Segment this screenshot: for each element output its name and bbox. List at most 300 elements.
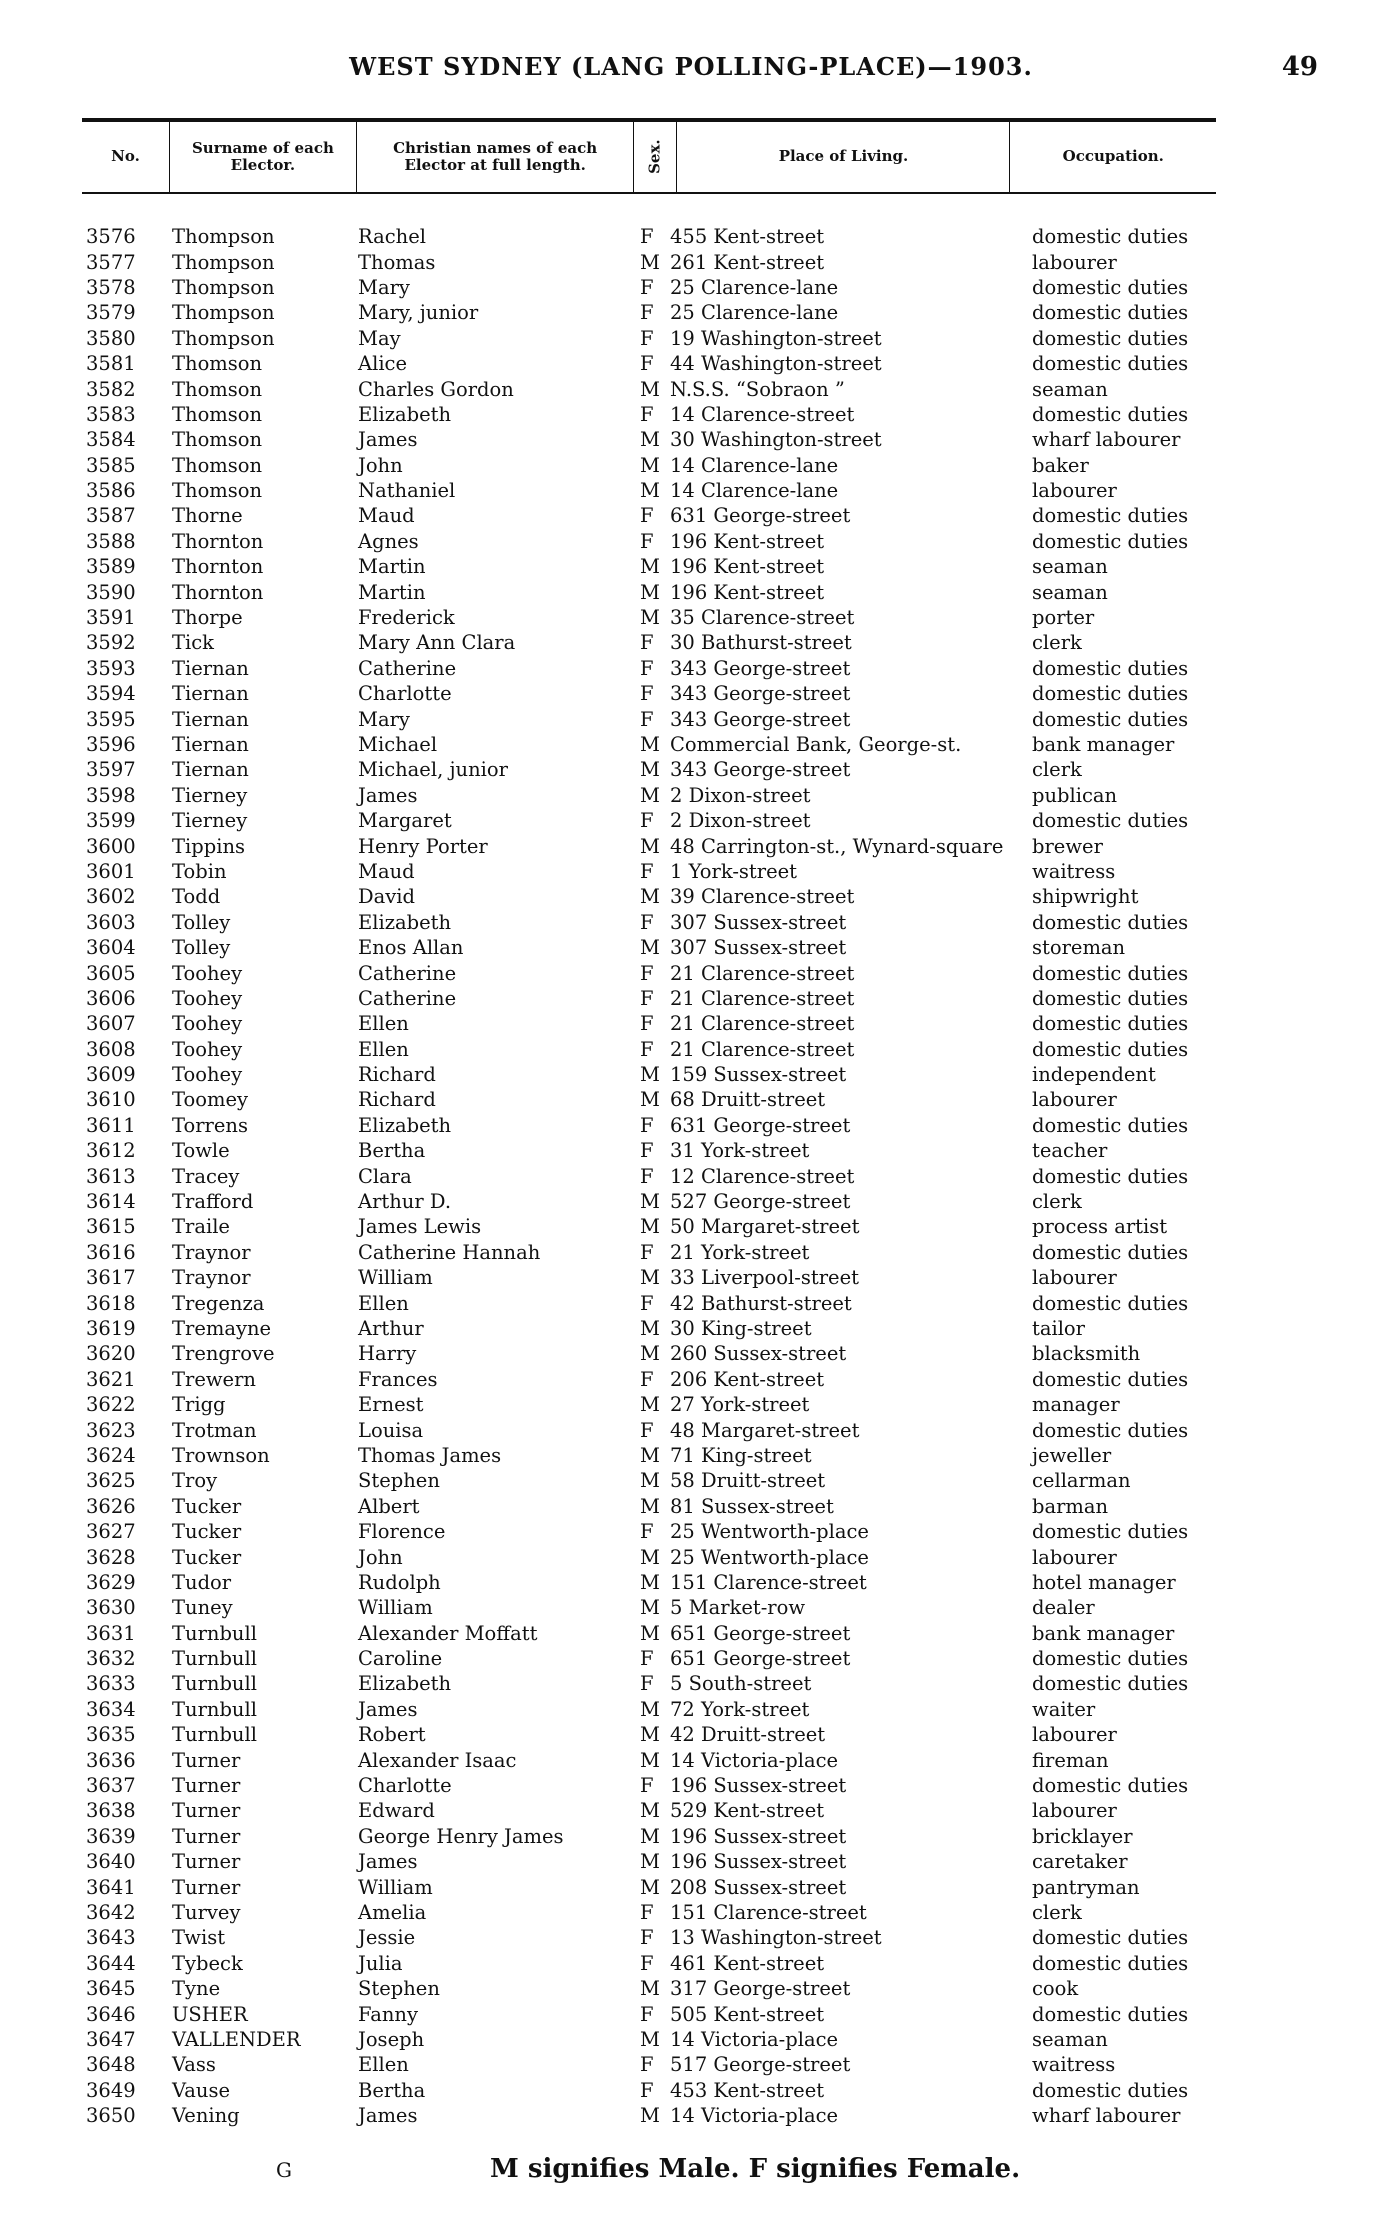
table-row <box>82 1392 1216 1417</box>
elector-sex: M <box>640 606 660 630</box>
table-row <box>82 1570 1216 1595</box>
elector-place-of-living: 30 Washington-street <box>670 428 882 452</box>
elector-sex: F <box>640 1291 654 1315</box>
elector-place-of-living: 651 George-street <box>670 1621 851 1645</box>
table-row <box>82 1544 1216 1569</box>
table-row <box>82 630 1216 655</box>
elector-place-of-living: 2 Dixon-street <box>670 783 811 807</box>
elector-number: 3625 <box>86 1469 136 1493</box>
elector-surname: Turner <box>172 1748 241 1772</box>
elector-sex: M <box>640 1621 660 1645</box>
elector-occupation: bricklayer <box>1032 1824 1133 1848</box>
elector-number: 3591 <box>86 606 136 630</box>
column-header-place: Place of Living. <box>677 122 1010 192</box>
elector-christian-names: Richard <box>358 1088 436 1112</box>
elector-place-of-living: 461 Kent-street <box>670 1951 825 1975</box>
elector-place-of-living: 33 Liverpool-street <box>670 1266 859 1290</box>
elector-place-of-living: 42 Druitt-street <box>670 1723 826 1747</box>
elector-sex: F <box>640 402 654 426</box>
table-row <box>82 706 1216 731</box>
elector-sex: M <box>640 428 660 452</box>
elector-christian-names: Clara <box>358 1164 412 1188</box>
elector-place-of-living: 81 Sussex-street <box>670 1494 834 1518</box>
elector-number: 3630 <box>86 1596 136 1620</box>
elector-occupation: domestic duties <box>1032 910 1189 934</box>
elector-sex: F <box>640 2053 654 2077</box>
elector-number: 3619 <box>86 1316 136 1340</box>
elector-surname: Turvey <box>172 1900 241 1924</box>
elector-place-of-living: 58 Druitt-street <box>670 1469 826 1493</box>
elector-occupation: domestic duties <box>1032 1164 1189 1188</box>
elector-number: 3603 <box>86 910 136 934</box>
elector-sex: F <box>640 1926 654 1950</box>
elector-occupation: process artist <box>1032 1215 1168 1239</box>
table-row <box>82 1620 1216 1645</box>
table-row <box>82 300 1216 325</box>
table-row <box>82 833 1216 858</box>
elector-surname: Turnbull <box>172 1672 257 1696</box>
elector-sex: M <box>640 834 660 858</box>
elector-surname: Tierney <box>172 783 248 807</box>
table-row <box>82 1494 1216 1519</box>
elector-surname: Tiernan <box>172 707 249 731</box>
elector-surname: Turnbull <box>172 1621 257 1645</box>
elector-number: 3620 <box>86 1342 136 1366</box>
elector-place-of-living: 14 Victoria-place <box>670 1748 839 1772</box>
elector-place-of-living: 13 Washington-street <box>670 1926 882 1950</box>
elector-number: 3608 <box>86 1037 136 1061</box>
elector-occupation: baker <box>1032 453 1089 477</box>
elector-occupation: teacher <box>1032 1139 1108 1163</box>
elector-sex: F <box>640 1900 654 1924</box>
elector-sex: F <box>640 961 654 985</box>
elector-list <box>82 224 1216 2128</box>
table-row <box>82 2103 1216 2128</box>
elector-sex: M <box>640 1494 660 1518</box>
elector-occupation: domestic duties <box>1032 1520 1189 1544</box>
elector-surname: Thornton <box>172 580 264 604</box>
elector-place-of-living: 2 Dixon-street <box>670 809 811 833</box>
column-header-sex-label: Sex. <box>645 139 664 175</box>
elector-surname: Thompson <box>172 326 275 350</box>
elector-surname: Tucker <box>172 1494 242 1518</box>
elector-place-of-living: 44 Washington-street <box>670 352 882 376</box>
elector-number: 3635 <box>86 1723 136 1747</box>
elector-christian-names: Maud <box>358 859 415 883</box>
elector-sex: M <box>640 580 660 604</box>
elector-christian-names: Martin <box>358 555 426 579</box>
elector-place-of-living: 21 Clarence-street <box>670 1037 855 1061</box>
elector-number: 3639 <box>86 1824 136 1848</box>
elector-place-of-living: 5 Market-row <box>670 1596 806 1620</box>
elector-christian-names: Arthur <box>358 1316 424 1340</box>
elector-place-of-living: 25 Wentworth-place <box>670 1545 869 1569</box>
elector-place-of-living: 517 George-street <box>670 2053 851 2077</box>
elector-place-of-living: 343 George-street <box>670 707 851 731</box>
elector-christian-names: James <box>358 2104 418 2128</box>
elector-christian-names: William <box>358 1596 433 1620</box>
elector-christian-names: Caroline <box>358 1647 443 1671</box>
elector-christian-names: Mary <box>358 707 410 731</box>
table-row <box>82 579 1216 604</box>
elector-number: 3631 <box>86 1621 136 1645</box>
elector-occupation: clerk <box>1032 1190 1082 1214</box>
elector-surname: Tiernan <box>172 758 249 782</box>
elector-surname: Tiernan <box>172 682 249 706</box>
elector-number: 3645 <box>86 1977 136 2001</box>
elector-occupation: domestic duties <box>1032 504 1189 528</box>
elector-occupation: manager <box>1032 1393 1120 1417</box>
elector-number: 3613 <box>86 1164 136 1188</box>
elector-christian-names: James <box>358 783 418 807</box>
table-row <box>82 427 1216 452</box>
elector-christian-names: Margaret <box>358 809 452 833</box>
column-header-row <box>82 118 1216 194</box>
elector-christian-names: Catherine <box>358 986 457 1010</box>
elector-place-of-living: 21 Clarence-street <box>670 986 855 1010</box>
elector-number: 3577 <box>86 250 136 274</box>
elector-occupation: domestic duties <box>1032 529 1189 553</box>
elector-occupation: domestic duties <box>1032 275 1189 299</box>
elector-surname: Thompson <box>172 250 275 274</box>
elector-place-of-living: 631 George-street <box>670 504 851 528</box>
elector-occupation: seaman <box>1032 580 1108 604</box>
elector-place-of-living: 343 George-street <box>670 656 851 680</box>
elector-number: 3585 <box>86 453 136 477</box>
elector-sex: M <box>640 1875 660 1899</box>
elector-surname: Troy <box>172 1469 218 1493</box>
elector-occupation: clerk <box>1032 631 1082 655</box>
table-row <box>82 224 1216 249</box>
elector-christian-names: Louisa <box>358 1418 424 1442</box>
elector-occupation: domestic duties <box>1032 1672 1189 1696</box>
elector-sex: M <box>640 1977 660 2001</box>
elector-surname: Vening <box>172 2104 240 2128</box>
table-row <box>82 1824 1216 1849</box>
elector-christian-names: William <box>358 1875 433 1899</box>
table-row <box>82 1798 1216 1823</box>
elector-occupation: domestic duties <box>1032 1037 1189 1061</box>
table-row <box>82 1722 1216 1747</box>
elector-christian-names: Alexander Isaac <box>358 1748 517 1772</box>
table-row <box>82 1087 1216 1112</box>
elector-place-of-living: 196 Sussex-street <box>670 1824 847 1848</box>
elector-number: 3637 <box>86 1774 136 1798</box>
table-row <box>82 1443 1216 1468</box>
elector-number: 3599 <box>86 809 136 833</box>
table-row <box>82 478 1216 503</box>
elector-occupation: domestic duties <box>1032 961 1189 985</box>
elector-place-of-living: 30 King-street <box>670 1316 812 1340</box>
elector-christian-names: Ernest <box>358 1393 424 1417</box>
table-row <box>82 960 1216 985</box>
elector-occupation: seaman <box>1032 555 1108 579</box>
elector-place-of-living: 307 Sussex-street <box>670 936 847 960</box>
elector-place-of-living: 159 Sussex-street <box>670 1063 847 1087</box>
elector-surname: USHER <box>172 2002 248 2026</box>
elector-occupation: labourer <box>1032 479 1117 503</box>
elector-christian-names: Jessie <box>358 1926 416 1950</box>
elector-surname: Traile <box>172 1215 230 1239</box>
elector-sex: F <box>640 910 654 934</box>
elector-number: 3598 <box>86 783 136 807</box>
elector-sex: M <box>640 758 660 782</box>
elector-surname: Thompson <box>172 301 275 325</box>
elector-christian-names: Robert <box>358 1723 426 1747</box>
elector-christian-names: Michael, junior <box>358 758 508 782</box>
elector-surname: Tregenza <box>172 1291 265 1315</box>
elector-surname: Thornton <box>172 555 264 579</box>
elector-sex: F <box>640 1037 654 1061</box>
table-row <box>82 1519 1216 1544</box>
elector-sex: M <box>640 1469 660 1493</box>
elector-number: 3602 <box>86 885 136 909</box>
elector-sex: M <box>640 1824 660 1848</box>
table-row <box>82 1976 1216 2001</box>
elector-occupation: labourer <box>1032 1723 1117 1747</box>
elector-place-of-living: 25 Clarence-lane <box>670 275 839 299</box>
elector-christian-names: Mary Ann Clara <box>358 631 516 655</box>
elector-occupation: domestic duties <box>1032 1774 1189 1798</box>
elector-occupation: porter <box>1032 606 1095 630</box>
elector-surname: Turner <box>172 1824 241 1848</box>
table-row <box>82 1925 1216 1950</box>
elector-occupation: domestic duties <box>1032 1926 1189 1950</box>
elector-number: 3580 <box>86 326 136 350</box>
table-row <box>82 1290 1216 1315</box>
table-row <box>82 1341 1216 1366</box>
elector-sex: M <box>640 2104 660 2128</box>
elector-place-of-living: 343 George-street <box>670 682 851 706</box>
elector-sex: F <box>640 301 654 325</box>
table-row <box>82 732 1216 757</box>
elector-place-of-living: 14 Victoria-place <box>670 2104 839 2128</box>
table-row <box>82 453 1216 478</box>
elector-surname: Tiernan <box>172 656 249 680</box>
elector-christian-names: Thomas <box>358 250 436 274</box>
elector-occupation: clerk <box>1032 758 1082 782</box>
elector-surname: Toohey <box>172 1037 243 1061</box>
elector-occupation: brewer <box>1032 834 1103 858</box>
elector-number: 3600 <box>86 834 136 858</box>
elector-occupation: domestic duties <box>1032 682 1189 706</box>
page-footer <box>0 2154 1382 2198</box>
elector-number: 3646 <box>86 2002 136 2026</box>
elector-sex: F <box>640 1774 654 1798</box>
elector-christian-names: Charles Gordon <box>358 377 514 401</box>
elector-surname: Turner <box>172 1774 241 1798</box>
table-row <box>82 884 1216 909</box>
elector-surname: Turner <box>172 1799 241 1823</box>
elector-number: 3643 <box>86 1926 136 1950</box>
column-header-sex <box>634 122 677 192</box>
elector-sex: M <box>640 1088 660 1112</box>
table-row <box>82 2052 1216 2077</box>
table-row <box>82 783 1216 808</box>
elector-number: 3597 <box>86 758 136 782</box>
elector-place-of-living: 651 George-street <box>670 1647 851 1671</box>
elector-sex: M <box>640 936 660 960</box>
elector-sex: M <box>640 1545 660 1569</box>
elector-sex: M <box>640 1570 660 1594</box>
elector-christian-names: Charlotte <box>358 682 452 706</box>
elector-number: 3583 <box>86 402 136 426</box>
elector-place-of-living: 14 Clarence-street <box>670 402 855 426</box>
elector-surname: Tracey <box>172 1164 240 1188</box>
elector-sex: M <box>640 1799 660 1823</box>
table-row <box>82 1874 1216 1899</box>
elector-christian-names: Elizabeth <box>358 910 452 934</box>
elector-surname: Thomson <box>172 352 263 376</box>
elector-occupation: tailor <box>1032 1316 1085 1340</box>
elector-place-of-living: 260 Sussex-street <box>670 1342 847 1366</box>
elector-occupation: blacksmith <box>1032 1342 1141 1366</box>
elector-number: 3593 <box>86 656 136 680</box>
elector-surname: Vass <box>172 2053 216 2077</box>
elector-christian-names: John <box>358 1545 403 1569</box>
elector-occupation: labourer <box>1032 1266 1117 1290</box>
elector-christian-names: James <box>358 1850 418 1874</box>
elector-place-of-living: 72 York-street <box>670 1697 810 1721</box>
elector-number: 3596 <box>86 733 136 756</box>
table-row <box>82 1163 1216 1188</box>
elector-number: 3621 <box>86 1367 136 1391</box>
elector-occupation: labourer <box>1032 1088 1117 1112</box>
elector-sex: M <box>640 1697 660 1721</box>
elector-sex: F <box>640 1164 654 1188</box>
elector-place-of-living: 25 Clarence-lane <box>670 301 839 325</box>
elector-occupation: domestic duties <box>1032 1113 1189 1137</box>
elector-occupation: domestic duties <box>1032 326 1189 350</box>
elector-christian-names: Ellen <box>358 1012 409 1036</box>
elector-place-of-living: 35 Clarence-street <box>670 606 855 630</box>
elector-occupation: cook <box>1032 1977 1079 2001</box>
table-row <box>82 1037 1216 1062</box>
elector-occupation: domestic duties <box>1032 2002 1189 2026</box>
elector-surname: Trigg <box>172 1393 226 1417</box>
elector-surname: Thomson <box>172 453 263 477</box>
table-row <box>82 1468 1216 1493</box>
table-row <box>82 1697 1216 1722</box>
elector-place-of-living: 31 York-street <box>670 1139 810 1163</box>
elector-number: 3624 <box>86 1443 136 1467</box>
elector-christian-names: Frances <box>358 1367 438 1391</box>
elector-occupation: wharf labourer <box>1032 2104 1181 2128</box>
elector-christian-names: Alexander Moffatt <box>358 1621 538 1645</box>
table-row <box>82 605 1216 630</box>
elector-surname: Thorpe <box>172 606 243 630</box>
elector-place-of-living: 25 Wentworth-place <box>670 1520 869 1544</box>
elector-christian-names: Thomas James <box>358 1443 502 1467</box>
elector-sex: F <box>640 656 654 680</box>
elector-sex: F <box>640 1520 654 1544</box>
elector-place-of-living: 208 Sussex-street <box>670 1875 847 1899</box>
elector-place-of-living: 196 Kent-street <box>670 580 825 604</box>
table-row <box>82 503 1216 528</box>
elector-christian-names: James <box>358 1697 418 1721</box>
elector-surname: Tolley <box>172 936 231 960</box>
elector-place-of-living: 196 Sussex-street <box>670 1774 847 1798</box>
elector-surname: Trewern <box>172 1367 256 1391</box>
table-row <box>82 351 1216 376</box>
elector-sex: M <box>640 1266 660 1290</box>
elector-place-of-living: 27 York-street <box>670 1393 810 1417</box>
elector-christian-names: Elizabeth <box>358 1672 452 1696</box>
elector-surname: Tremayne <box>172 1316 272 1340</box>
elector-number: 3586 <box>86 479 136 503</box>
elector-sex: M <box>640 479 660 503</box>
elector-christian-names: Mary, junior <box>358 301 479 325</box>
sex-legend: M signifies Male. F signifies Female. <box>490 2154 1021 2184</box>
elector-number: 3582 <box>86 377 136 401</box>
elector-surname: Turnbull <box>172 1697 257 1721</box>
table-row <box>82 935 1216 960</box>
elector-sex: M <box>640 1215 660 1239</box>
table-row <box>82 1773 1216 1798</box>
elector-sex: F <box>640 1951 654 1975</box>
elector-occupation: waiter <box>1032 1697 1096 1721</box>
elector-surname: Toohey <box>172 1012 243 1036</box>
elector-christian-names: Bertha <box>358 2078 426 2102</box>
elector-surname: Tuney <box>172 1596 233 1620</box>
table-row <box>82 402 1216 427</box>
elector-number: 3594 <box>86 682 136 706</box>
elector-place-of-living: 343 George-street <box>670 758 851 782</box>
elector-surname: Traynor <box>172 1266 251 1290</box>
elector-sex: F <box>640 809 654 833</box>
elector-sex: M <box>640 555 660 579</box>
elector-place-of-living: 42 Bathurst-street <box>670 1291 852 1315</box>
elector-christian-names: James <box>358 428 418 452</box>
elector-surname: Tudor <box>172 1570 232 1594</box>
elector-surname: Thomson <box>172 377 263 401</box>
elector-occupation: waitress <box>1032 2053 1116 2077</box>
table-row <box>82 1671 1216 1696</box>
elector-sex: M <box>640 1723 660 1747</box>
elector-christian-names: Frederick <box>358 606 455 630</box>
table-row <box>82 1316 1216 1341</box>
elector-place-of-living: 151 Clarence-street <box>670 1570 867 1594</box>
elector-number: 3641 <box>86 1875 136 1899</box>
elector-sex: F <box>640 1367 654 1391</box>
elector-surname: Vause <box>172 2078 231 2102</box>
elector-occupation: labourer <box>1032 250 1117 274</box>
elector-surname: Thomson <box>172 402 263 426</box>
elector-surname: Trafford <box>172 1190 254 1214</box>
elector-occupation: domestic duties <box>1032 301 1189 325</box>
elector-number: 3606 <box>86 986 136 1010</box>
elector-christian-names: Stephen <box>358 1469 440 1493</box>
table-row <box>82 529 1216 554</box>
table-row <box>82 1214 1216 1239</box>
elector-occupation: domestic duties <box>1032 809 1189 833</box>
elector-sex: F <box>640 986 654 1010</box>
elector-christian-names: James Lewis <box>358 1215 482 1239</box>
elector-christian-names: Julia <box>358 1951 403 1975</box>
elector-number: 3638 <box>86 1799 136 1823</box>
elector-place-of-living: 12 Clarence-street <box>670 1164 855 1188</box>
elector-place-of-living: 453 Kent-street <box>670 2078 825 2102</box>
elector-christian-names: Elizabeth <box>358 402 452 426</box>
elector-surname: Tiernan <box>172 733 249 756</box>
elector-sex: M <box>640 453 660 477</box>
elector-number: 3626 <box>86 1494 136 1518</box>
elector-number: 3616 <box>86 1240 136 1264</box>
elector-christian-names: Richard <box>358 1063 436 1087</box>
elector-number: 3628 <box>86 1545 136 1569</box>
table-row <box>82 249 1216 274</box>
elector-number: 3611 <box>86 1113 136 1137</box>
